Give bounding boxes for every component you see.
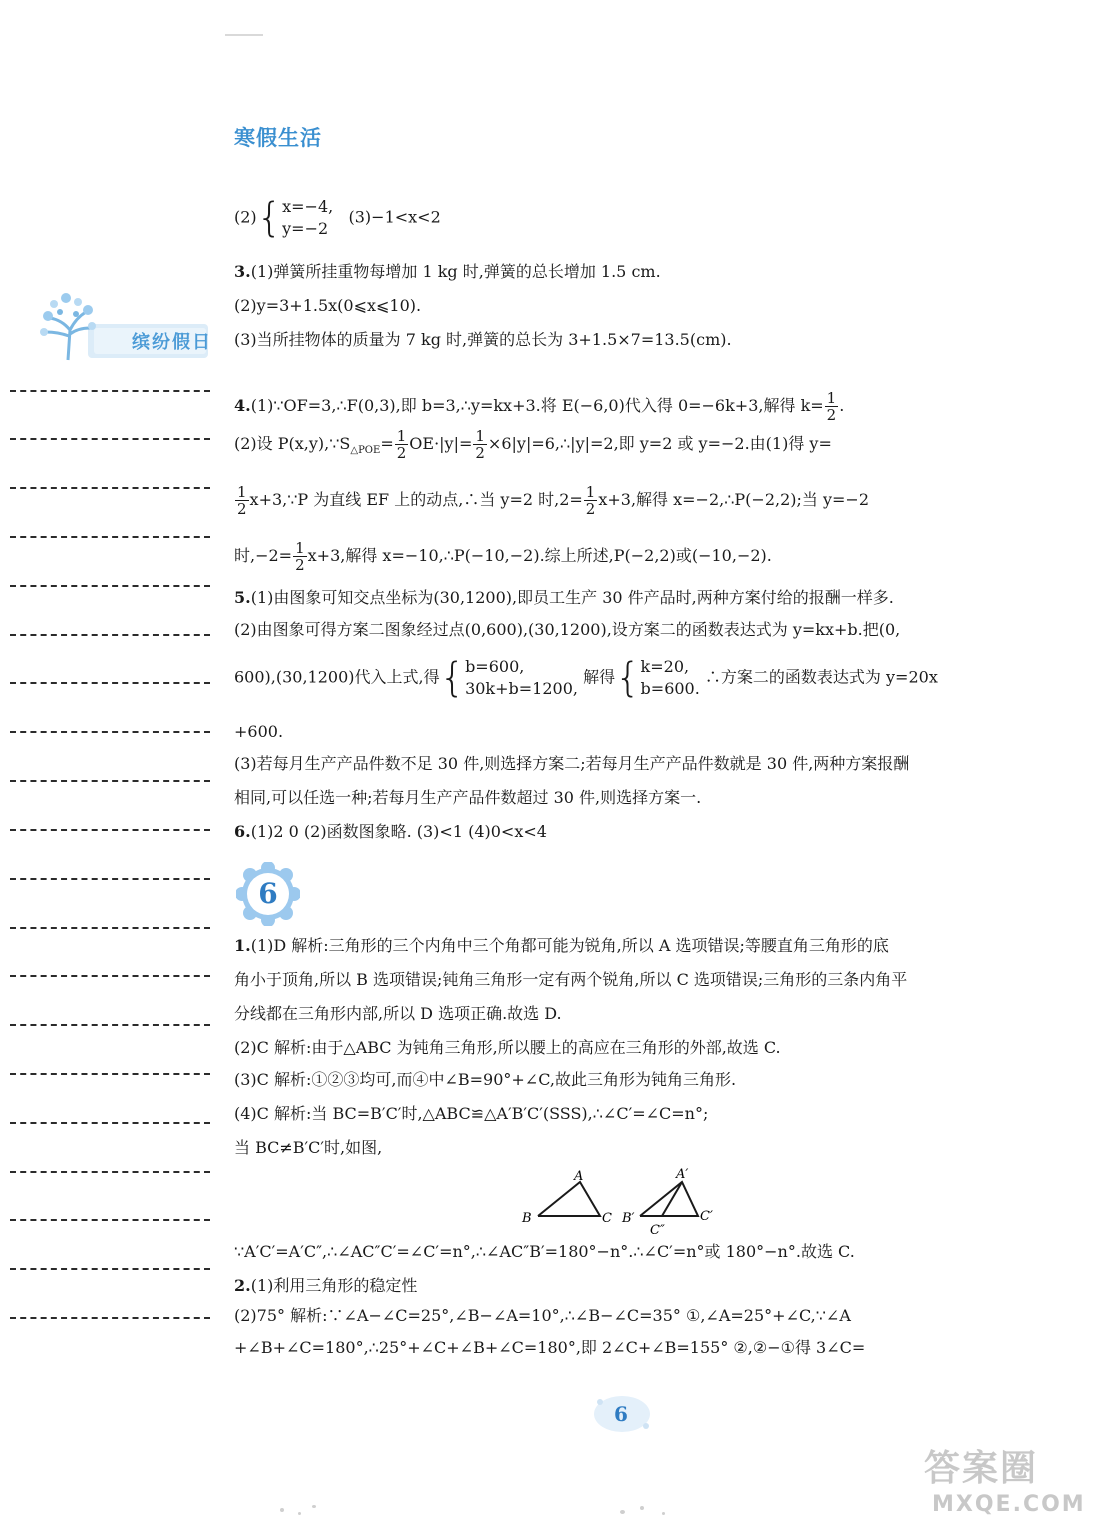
label-b-prime: B′ — [622, 1211, 635, 1226]
triangle-abc — [538, 1182, 600, 1216]
equation-system: x=−4, y=−2 — [282, 197, 334, 238]
label-b: B — [522, 1211, 532, 1226]
answer-line: (2)75° 解析:∵∠A−∠C=25°,∠B−∠A=10°,∴∠B−∠C=35° ①,∠A=25°+∠C,∵∠A — [234, 1306, 851, 1325]
scan-speck — [280, 1508, 284, 1512]
text: (3)−1<x<2 — [348, 207, 441, 227]
label-c-prime: C′ — [700, 1209, 713, 1224]
fraction: $\frac{1}{2}$ — [826, 389, 837, 424]
answer-line: 角小于顶角,所以 B 选项错误;钝角三角形一定有两个锐角,所以 C 选项错误;三角形的三条内角平 — [234, 970, 908, 989]
answer-line: (3)C 解析:①②③均可,而④中∠B=90°+∠C,故此三角形为钝角三角形. — [234, 1070, 737, 1089]
answer-line: 相同,可以任选一种;若每月生产产品件数超过 30 件,则选择方案一. — [234, 788, 702, 807]
scan-speck — [620, 1510, 625, 1514]
note-line — [10, 780, 210, 782]
brace-icon: { — [615, 655, 641, 701]
note-line — [10, 438, 210, 440]
label-a: A — [574, 1169, 584, 1184]
answer-line: (3)若每月生产产品件数不足 30 件,则选择方案二;若每月生产产品件数就是 30 件,两种方案报酬 — [234, 754, 910, 773]
fraction: $\frac{1}{2}$ — [295, 539, 305, 574]
note-line — [10, 1317, 210, 1319]
note-line — [10, 487, 210, 489]
logo — [32, 290, 212, 362]
scan-speck — [298, 1512, 301, 1515]
equation-system: k=20, b=600. — [640, 657, 700, 698]
triangle-a-prime — [640, 1182, 698, 1216]
answer-line: 3.(1)弹簧所挂重物每增加 1 kg 时,弹簧的总长增加 1.5 cm. — [234, 262, 661, 281]
watermark-url: MXQE.COM — [932, 1492, 1086, 1517]
scan-speck — [662, 1512, 665, 1515]
note-line — [10, 682, 210, 684]
note-line — [10, 634, 210, 636]
note-line — [10, 1171, 210, 1173]
note-line — [10, 927, 210, 929]
note-line — [10, 1122, 210, 1124]
label-a-prime: A′ — [676, 1168, 689, 1182]
top-mark — [225, 34, 263, 36]
label-c-double-prime: C″ — [650, 1223, 665, 1238]
scan-speck — [312, 1505, 316, 1508]
answer-line: 分线都在三角形内部,所以 D 选项正确.故选 D. — [234, 1004, 562, 1023]
fraction: $\frac{1}{2}$ — [237, 483, 247, 518]
answer-line: (3)当所挂物体的质量为 7 kg 时,弹簧的总长为 3+1.5×7=13.5(cm). — [234, 330, 732, 349]
answer-line: ∵A′C′=A′C″,∴∠AC″C′=∠C′=n°,∴∠AC″B′=180°−n°.∴∠C′=n°或 180°−n°.故选 C. — [234, 1242, 855, 1261]
fraction: $\frac{1}{2}$ — [585, 483, 596, 518]
scan-speck — [640, 1506, 644, 1510]
text: (2) — [234, 207, 257, 227]
page-number: 6 — [614, 1402, 628, 1426]
answer-line: 5.(1)由图象可知交点坐标为(30,1200),即员工生产 30 件产品时,两种方案付给的报酬一样多. — [234, 588, 894, 607]
note-line — [10, 1024, 210, 1026]
answer-line: $\frac{1}{2}$ x+3,∵P 为直线 EF 上的动点,∴当 y=2 时,2= $\frac{1}{2}$ x+3,解得 x=−2,∴P(−2,2);当 y=−2 — [237, 483, 870, 518]
answer-line: (4)C 解析:当 BC=B′C′时,△ABC≌△A′B′C′(SSS),∴∠C′=∠C=n°; — [234, 1104, 709, 1123]
note-line — [10, 390, 210, 392]
label-c: C — [602, 1211, 612, 1226]
triangles-diagram — [516, 1168, 726, 1240]
equation-system: b=600, 30k+b=1200, — [465, 657, 578, 698]
fraction: $\frac{1}{2}$ — [396, 427, 407, 462]
note-line — [10, 1219, 210, 1221]
section-badge — [236, 862, 300, 926]
note-line — [10, 878, 210, 880]
note-line — [10, 975, 210, 977]
answer-line: 时,−2= $\frac{1}{2}$ x+3,解得 x=−10,∴P(−10,−2).综上所述,P(−2,2)或(−10,−2). — [234, 539, 772, 574]
note-line — [10, 731, 210, 733]
watermark-logo: 答案圈 — [924, 1448, 1039, 1489]
note-line — [10, 1073, 210, 1075]
note-line — [10, 829, 210, 831]
note-line — [10, 536, 210, 538]
logo-text: 缤纷假日 — [132, 332, 212, 353]
note-line — [10, 1268, 210, 1270]
answer-line: 1.(1)D 解析:三角形的三个内角中三个角都可能为锐角,所以 A 选项错误;等腰直角三角形的底 — [234, 936, 889, 955]
answer-line: (2)由图象可得方案二图象经过点(0,600),(30,1200),设方案二的函数表达式为 y=kx+b.把(0, — [234, 620, 901, 639]
answer-line: 600),(30,1200)代入上式,得{ b=600, 30k+b=1200, 解得{ k=20, b=600. ∴方案二的函数表达式为 y=20x — [234, 655, 938, 701]
badge-number: 6 — [258, 877, 278, 910]
watermark — [918, 1440, 1088, 1530]
answer-line: (2)设 $P(x,y),\because S_{\triangle POE}=$ $\frac{1}{2}$ OE·|y|= $\frac{1}{2}$ ×6|y|=6,∴|y|=2,即 y=2 或 y=−2.由(1)得 y= — [234, 427, 832, 462]
answer-line: 6.(1)2 0 (2)函数图象略. (3)<1 (4)0<x<4 — [234, 822, 547, 841]
brace-icon: { — [439, 655, 466, 701]
answer-line: (2)y=3+1.5x(0⩽x⩽10). — [234, 296, 422, 315]
answer-line: 2.(1)利用三角形的稳定性 — [234, 1276, 418, 1295]
answer-line: (2)C 解析:由于△ABC 为钝角三角形,所以腰上的高应在三角形的外部,故选 C. — [234, 1038, 781, 1057]
answer-line: 4.(1)∵OF=3,∴F(0,3),即 b=3,∴y=kx+3.将 E(−6,0)代入得 0=−6k+3,解得 k= $\frac{1}{2}$ . — [234, 389, 845, 424]
answer-line: 当 BC≠B′C′时,如图, — [234, 1138, 383, 1157]
brace-icon: { — [256, 195, 283, 241]
answer-line: +∠B+∠C=180°,∴25°+∠C+∠B+∠C=180°,即 2∠C+∠B=155° ②,②−①得 3∠C= — [234, 1338, 866, 1357]
segment-a-c2 — [662, 1182, 682, 1216]
triangle-figure — [516, 1168, 726, 1240]
answer-line — [234, 196, 441, 240]
fraction: $\frac{1}{2}$ — [475, 427, 485, 462]
header-title: 寒假生活 — [234, 126, 322, 150]
answer-line: +600. — [234, 722, 284, 741]
note-line — [10, 585, 210, 587]
